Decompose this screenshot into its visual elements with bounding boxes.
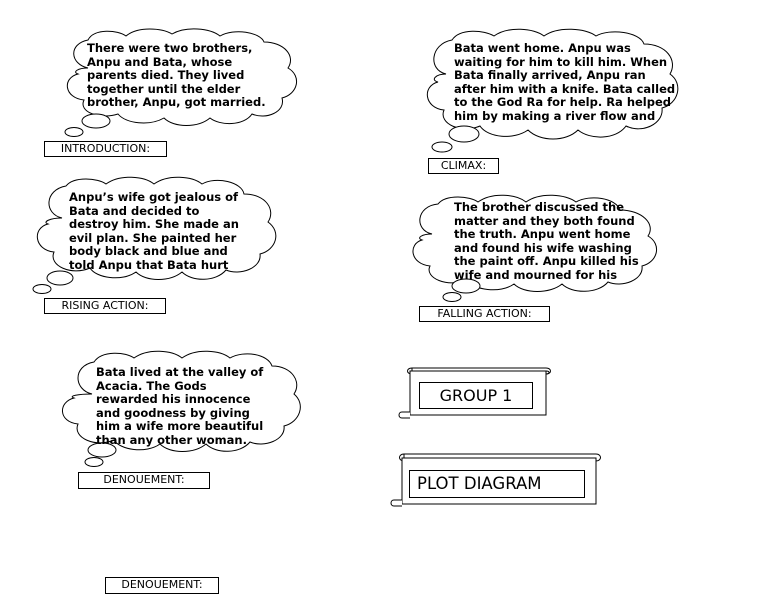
cloud-text-rising-action: Anpu’s wife got jealous of Bata and decided to destroy him. She made an evil plan. She painted her body black and blue and told Anpu that Bata hurt <box>69 191 239 272</box>
cloud-climax <box>420 30 690 158</box>
cloud-text-denouement: Bata lived at the valley of Acacia. The Gods rewarded his innocence and goodness by giving him a wife more beautiful than any other woman. <box>96 366 264 447</box>
cloud-text-introduction: There were two brothers, Anpu and Bata, whose parents died. They lived together until the elder brother, Anpu, got married. <box>87 42 266 110</box>
banner-title-text: PLOT DIAGRAM <box>417 474 542 493</box>
label-introduction: INTRODUCTION: <box>44 141 167 157</box>
label-denouement-extra: DENOUEMENT: <box>105 577 219 594</box>
cloud-denouement <box>58 348 304 472</box>
cloud-text-climax: Bata went home. Anpu was waiting for him to kill him. When Bata finally arrived, Anpu ran after him with a knife. Bata called to the God Ra for help. Ra helped him by making a river flow and <box>454 42 676 123</box>
label-rising-action: RISING ACTION: <box>44 298 166 314</box>
banner-group-box <box>419 382 533 409</box>
cloud-introduction <box>60 28 305 140</box>
banner-group <box>400 362 555 424</box>
banner-group-text: GROUP 1 <box>439 386 513 405</box>
cloud-falling-action <box>408 196 666 304</box>
banner-title <box>392 450 604 510</box>
cloud-rising-action <box>32 178 276 296</box>
label-climax: CLIMAX: <box>428 158 499 174</box>
label-falling-action: FALLING ACTION: <box>419 306 550 322</box>
banner-title-box <box>409 470 585 498</box>
cloud-text-falling-action: The brother discussed the matter and they both found the truth. Anpu went home and found his wife washing the paint off. Anpu killed his wife and mourned for his <box>454 201 639 282</box>
label-denouement: DENOUEMENT: <box>78 472 210 489</box>
